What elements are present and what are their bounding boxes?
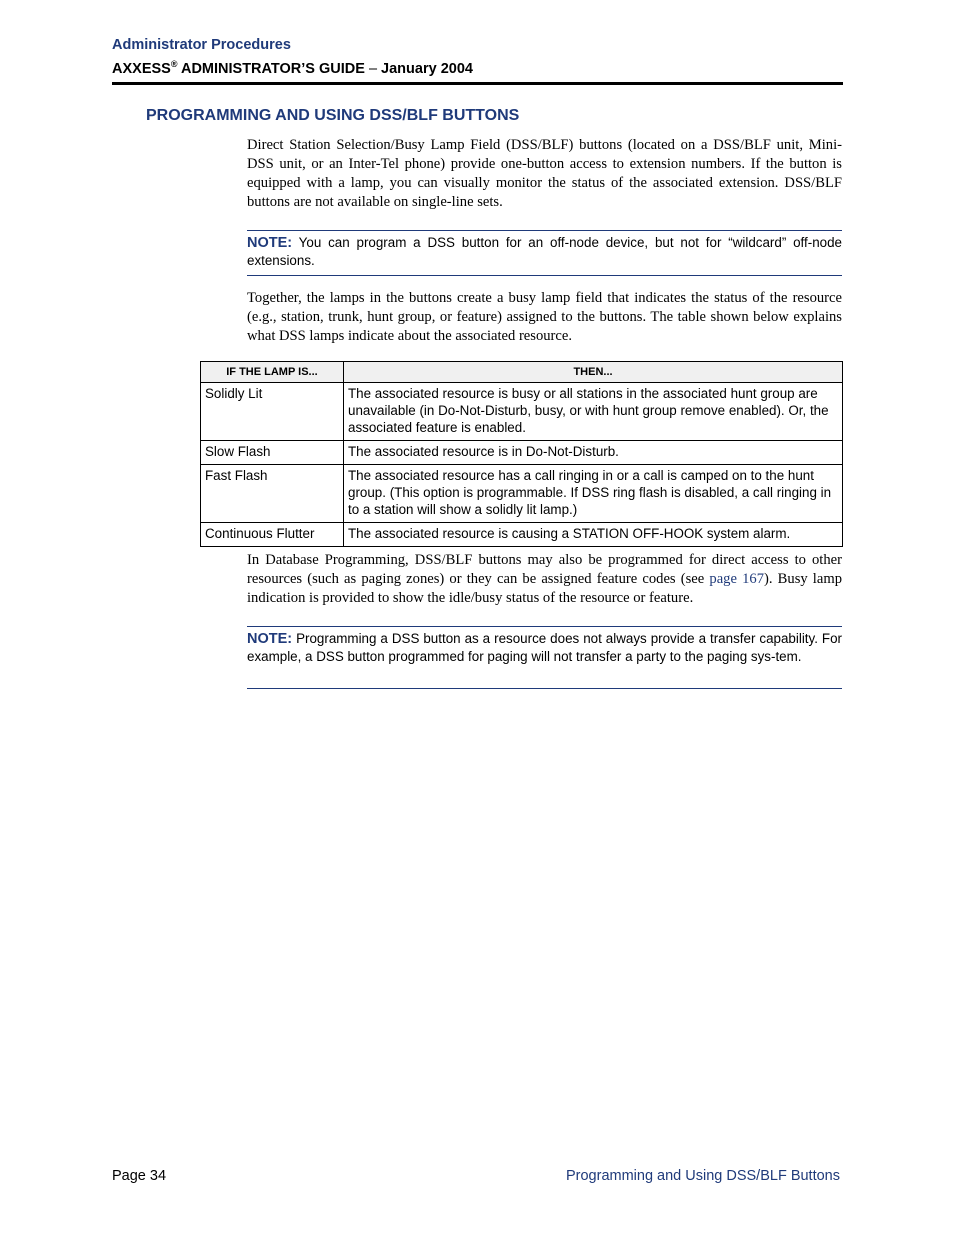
page-number: Page 34 — [112, 1168, 167, 1184]
lamp-state-cell: Continuous Flutter — [201, 523, 344, 547]
paragraph-text-before: In Database Programming, DSS/BLF buttons may also be programmed for direct access to other resources (such as paging zones) or they can be assigned feature codes (see — [247, 552, 842, 587]
guide-title: ADMINISTRATOR’S GUIDE — [177, 61, 365, 77]
lamp-meaning-cell: The associated resource is causing a STATION OFF-HOOK system alarm. — [344, 523, 843, 547]
note-box-2 — [247, 626, 842, 689]
note-label: NOTE: — [247, 235, 293, 251]
lamp-meaning-cell: The associated resource is busy or all stations in the associated hunt group are unavailable (in Do-Not-Disturb, busy, or with hunt group remove enabled). Or, the associated feature is enabled. — [344, 383, 843, 441]
guide-prefix: AXXESS — [112, 61, 171, 77]
note-label: NOTE: — [247, 631, 293, 647]
lamp-state-cell: Slow Flash — [201, 441, 344, 465]
lamp-field-paragraph: Together, the lamps in the buttons create a busy lamp field that indicates the status of the resource (e.g., station, trunk, hunt group, or feature) assigned to the buttons. The table shown below explains what DSS lamps indicate about the associated resource. — [247, 290, 842, 344]
table-row — [201, 441, 843, 465]
header-divider — [112, 82, 843, 85]
column-header-lamp: IF THE LAMP IS... — [201, 362, 344, 383]
guide-dash: – — [364, 61, 382, 77]
paragraph-text-after: ). Busy lamp indication is provided to show the idle/busy status of the resource or feature. — [247, 571, 842, 606]
table-row — [201, 523, 843, 547]
note-text: You can program a DSS button for an off-node device, but not for “wildcard” off-node extensions. — [247, 235, 842, 268]
database-programming-paragraph — [247, 551, 842, 608]
registered-mark: ® — [170, 59, 178, 69]
intro-paragraph: Direct Station Selection/Busy Lamp Field (DSS/BLF) buttons (located on a DSS/BLF unit, Mini-DSS unit, or an Inter-Tel phone) provide one-button access to extension numbers. If the button is equipped with a lamp, you can visually monitor the status of the associated extension. DSS/BLF buttons are not available on single-line sets. — [247, 137, 842, 210]
page-reference-link[interactable]: page 167 — [709, 571, 764, 587]
running-header-guide — [112, 59, 473, 77]
note-text: Programming a DSS button as a resource does not always provide a transfer capability. For example, a DSS button programmed for paging will not transfer a party to the paging sys-tem. — [247, 631, 842, 664]
table-row — [201, 383, 843, 441]
table-header-row — [201, 362, 843, 383]
guide-date: January 2004 — [381, 61, 473, 77]
lamp-meaning-cell: The associated resource has a call ringing in or a call is camped on to the hunt group. (This option is programmable. If DSS ring flash is disabled, a call ringing in to a station will show a solidly lit lamp.) — [344, 465, 843, 523]
footer-section-title: Programming and Using DSS/BLF Buttons — [565, 1168, 840, 1184]
section-title: PROGRAMMING AND USING DSS/BLF BUTTONS — [146, 107, 520, 124]
lamp-state-cell: Fast Flash — [201, 465, 344, 523]
lamp-status-table — [200, 361, 843, 547]
running-header-section: Administrator Procedures — [112, 37, 291, 53]
table-row — [201, 465, 843, 523]
column-header-then: THEN... — [344, 362, 843, 383]
lamp-state-cell: Solidly Lit — [201, 383, 344, 441]
lamp-meaning-cell: The associated resource is in Do-Not-Disturb. — [344, 441, 843, 465]
note-box-1 — [247, 230, 842, 276]
